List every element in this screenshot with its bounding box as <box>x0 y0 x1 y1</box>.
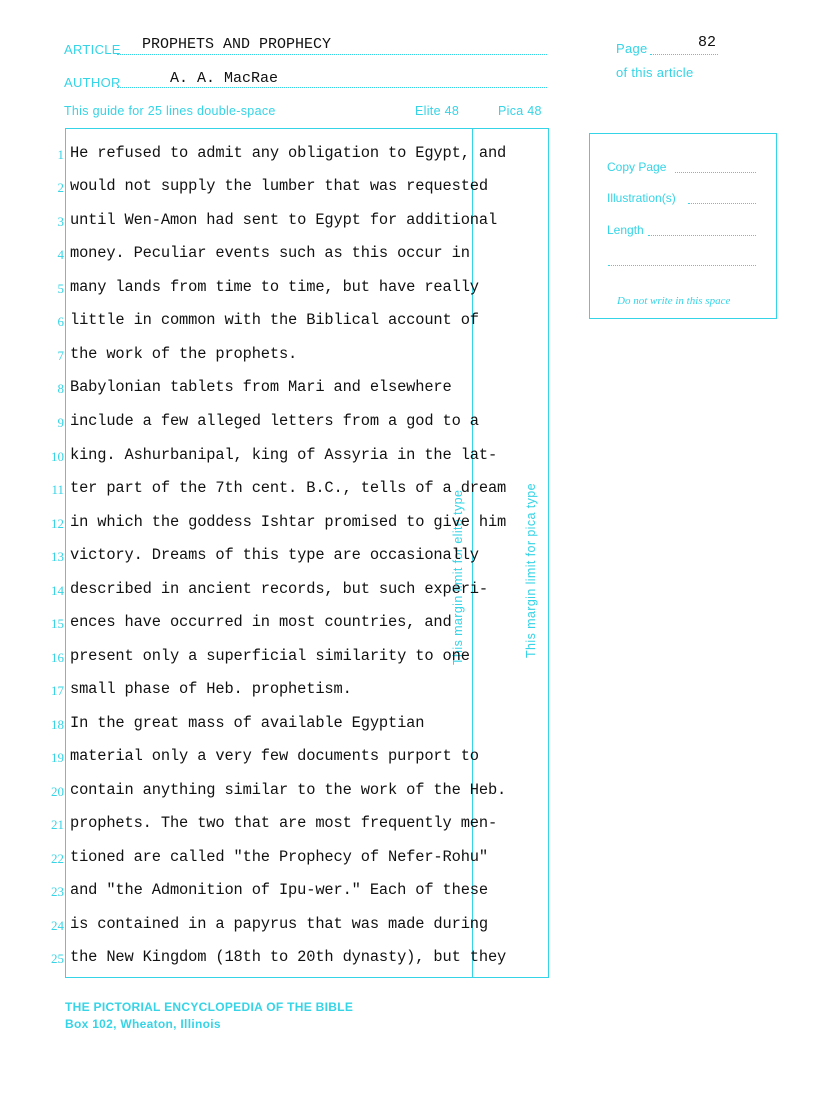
typed-line: until Wen-Amon had sent to Egypt for additional <box>70 211 498 229</box>
length-label: Length <box>607 223 644 237</box>
line-number: 20 <box>51 784 64 799</box>
typed-line: king. Ashurbanipal, king of Assyria in the lat- <box>70 446 498 464</box>
line-number: 11 <box>51 482 64 497</box>
line-number: 3 <box>57 214 64 229</box>
line-number: 19 <box>51 750 64 765</box>
page-number: 82 <box>698 34 717 51</box>
typed-line: is contained in a papyrus that was made during <box>70 915 488 933</box>
line-number: 17 <box>51 683 64 698</box>
typed-line: ences have occurred in most countries, and <box>70 613 452 631</box>
page-rule <box>650 54 718 55</box>
line-number: 25 <box>51 951 64 966</box>
elite-margin-label: This margin limit for elite type <box>451 489 465 665</box>
copy-page-label: Copy Page <box>607 160 667 174</box>
typed-line: contain anything similar to the work of the Heb. <box>70 781 507 799</box>
typed-line: in which the goddess Ishtar promised to give him <box>70 513 507 531</box>
do-not-write-notice: Do not write in this space <box>617 295 731 307</box>
line-number: 21 <box>51 817 64 832</box>
typed-line: money. Peculiar events such as this occur in <box>70 244 470 262</box>
typed-line: prophets. The two that are most frequently men- <box>70 814 498 832</box>
length-rule <box>648 235 756 236</box>
line-number: 18 <box>51 717 64 732</box>
line-number: 10 <box>51 449 64 464</box>
blank-rule <box>608 265 756 266</box>
author-name: A. A. MacRae <box>170 70 279 87</box>
illustrations-rule <box>688 203 756 204</box>
line-number: 9 <box>57 415 64 430</box>
line-number: 13 <box>51 549 64 564</box>
typed-line: material only a very few documents purport to <box>70 747 479 765</box>
article-label: ARTICLE <box>64 42 121 57</box>
typed-line: the work of the prophets. <box>70 345 298 363</box>
typed-line: Babylonian tablets from Mari and elsewhere <box>70 378 452 396</box>
author-rule <box>117 87 547 88</box>
line-number: 24 <box>51 918 64 933</box>
typed-line: described in ancient records, but such experi- <box>70 580 488 598</box>
typed-line: small phase of Heb. prophetism. <box>70 680 352 698</box>
elite-label: Elite 48 <box>415 104 460 118</box>
line-number: 23 <box>51 884 64 899</box>
article-rule <box>117 54 547 55</box>
typed-line: He refused to admit any obligation to Egypt, and <box>70 144 507 162</box>
typed-line: ter part of the 7th cent. B.C., tells of a dream <box>70 479 507 497</box>
typed-line: the New Kingdom (18th to 20th dynasty), but they <box>70 948 507 966</box>
typed-line: little in common with the Biblical account of <box>70 311 479 329</box>
illustrations-label: Illustration(s) <box>607 191 676 205</box>
copy-page-rule <box>675 172 756 173</box>
typed-line: In the great mass of available Egyptian <box>70 714 425 732</box>
line-number: 6 <box>57 314 64 329</box>
line-number: 8 <box>57 381 64 396</box>
line-number: 4 <box>57 247 64 262</box>
pica-label: Pica 48 <box>498 104 542 118</box>
publisher-address: Box 102, Wheaton, Illinois <box>65 1017 221 1031</box>
of-this-article: of this article <box>616 65 694 80</box>
typed-line: present only a superficial similarity to one <box>70 647 470 665</box>
page-label: Page <box>616 41 648 56</box>
line-number: 1 <box>57 147 64 162</box>
typed-line: many lands from time to time, but have really <box>70 278 479 296</box>
author-label: AUTHOR <box>64 75 121 90</box>
line-number: 22 <box>51 851 64 866</box>
line-number: 15 <box>51 616 64 631</box>
typed-line: victory. Dreams of this type are occasionally <box>70 546 479 564</box>
line-number: 2 <box>57 180 64 195</box>
pica-margin-label: This margin limit for pica type <box>524 483 538 658</box>
publisher-name: THE PICTORIAL ENCYCLOPEDIA OF THE BIBLE <box>65 1000 354 1014</box>
typed-line: would not supply the lumber that was requested <box>70 177 488 195</box>
typed-line: and "the Admonition of Ipu-wer." Each of these <box>70 881 488 899</box>
typed-line: include a few alleged letters from a god to a <box>70 412 479 430</box>
typed-line: tioned are called "the Prophecy of Nefer-Rohu" <box>70 848 488 866</box>
article-title: PROPHETS AND PROPHECY <box>142 36 332 53</box>
line-number: 7 <box>57 348 64 363</box>
line-number: 14 <box>51 583 64 598</box>
line-number: 12 <box>51 516 64 531</box>
line-number: 16 <box>51 650 64 665</box>
guide-text: This guide for 25 lines double-space <box>64 104 276 118</box>
line-number: 5 <box>57 281 64 296</box>
